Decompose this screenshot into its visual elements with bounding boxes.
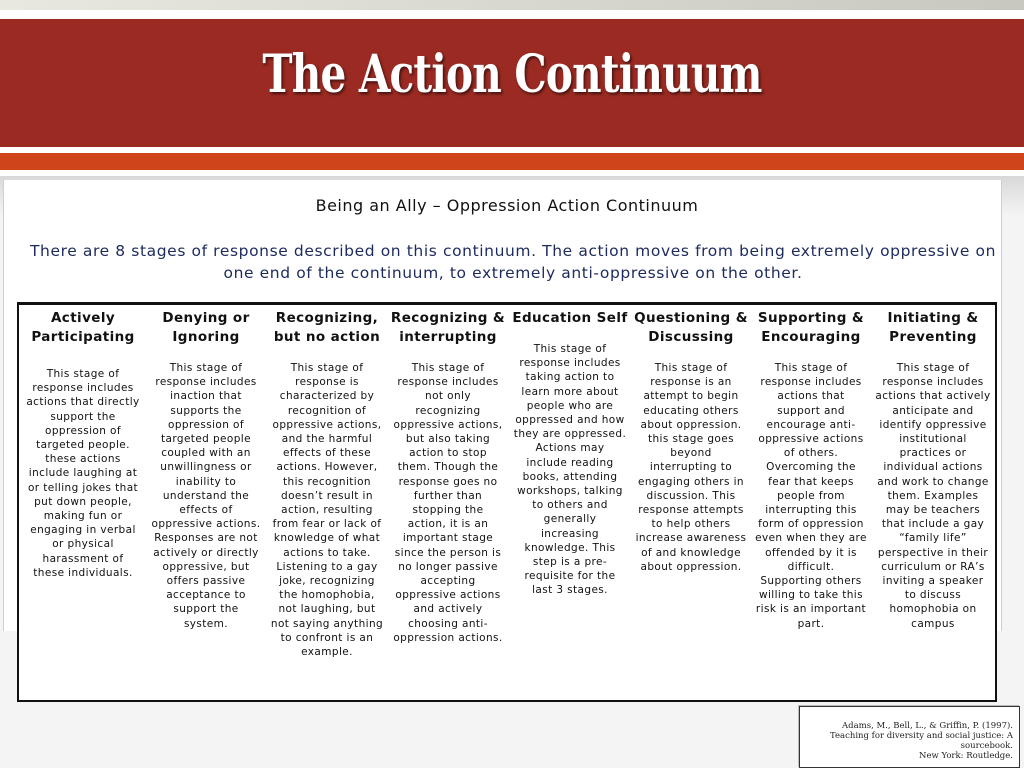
stage-title: Questioning & Discussing	[634, 310, 748, 345]
stage-description: This stage of response is an attempt to begin educating others about oppression. this stage goes beyond interrupting to engaging others in discussion. This response attempts to help others increase awareness of and knowledge about oppression.	[635, 362, 747, 573]
stage-title: Recognizing, but no action	[273, 310, 381, 345]
accent-band	[0, 153, 1024, 170]
stage-column	[872, 309, 994, 631]
stage-column	[147, 309, 265, 631]
slide-title: The Action Continuum	[262, 44, 762, 105]
citation-box	[799, 706, 1020, 768]
stage-description: This stage of response includes taking action to learn more about people who are oppressed and how they are oppressed. Actions may include reading books, attending workshops, talking to others and generally increasing knowledge. This step is a pre- requisite for the last 3 stages.	[513, 343, 627, 597]
stage-description: This stage of response includes not only recognizing oppressive actions, but also taking action to stop them. Though the response goes no further than stopping the action, it is an important stage since the person is no longer passive accepting oppressive actions and actively choosing anti- oppression actions.	[393, 362, 503, 644]
stage-column	[752, 309, 870, 631]
stage-column	[389, 309, 507, 645]
stage-column	[509, 309, 631, 598]
stage-title: Denying or Ignoring	[162, 310, 250, 345]
stage-title: Actively Participating	[31, 310, 135, 345]
stage-column	[266, 309, 388, 659]
stage-title: Education Self	[512, 310, 628, 326]
stage-title: Initiating & Preventing	[887, 310, 979, 345]
document-intro: There are 8 stages of response described on this continuum. The action moves from being extremely oppressive on one end of the continuum, to extremely anti-oppressive on the other.	[29, 242, 996, 282]
stage-title: Supporting & Encouraging	[757, 310, 865, 345]
document-heading: Being an Ally – Oppression Action Continuum	[315, 196, 699, 215]
stage-description: This stage of response is characterized by recognition of oppressive actions, and the harmful effects of these actions. However, this recognition doesn’t result in action, resulting from fear or lack of knowledge of what actions to take. Listening to a gay joke, recognizing the homophobia, not laughing, but not saying anything to confront is an example.	[270, 362, 384, 659]
citation-text: Adams, M., Bell, L., & Griffin, P. (1997). Teaching for diversity and social justice: A sourcebook. New York: Routledge.	[830, 721, 1013, 761]
stage-description: This stage of response includes actions that actively anticipate and identify oppressive institutional practices or individual actions and work to change them. Examples may be teachers that include a gay “family life” perspective in their curriculum or RA’s inviting a speaker to discuss homophobia on campus	[875, 362, 991, 630]
stage-column	[21, 309, 145, 580]
stage-title: Recognizing & interrupting	[390, 310, 506, 345]
stage-description: This stage of response includes actions that support and encourage anti- oppressive actions of others. Overcoming the fear that keeps people from interrupting this form of oppression even when they are offended by it is difficult. Supporting others willing to take this risk is an important part.	[755, 362, 867, 630]
continuum-table	[17, 302, 997, 702]
stage-description: This stage of response includes actions that directly support the oppression of targeted people. these actions include laughing at or telling jokes that put down people, making fun or engaging in verbal or physical harassment of these individuals.	[26, 368, 140, 579]
stage-description: This stage of response includes inaction that supports the oppression of targeted people coupled with an unwillingness or inability to understand the effects of oppressive actions. Responses are not actively or directly oppressive, but offers passive acceptance to support the system.	[151, 362, 261, 630]
top-decor-strip	[0, 0, 1024, 10]
stage-column	[632, 309, 750, 574]
